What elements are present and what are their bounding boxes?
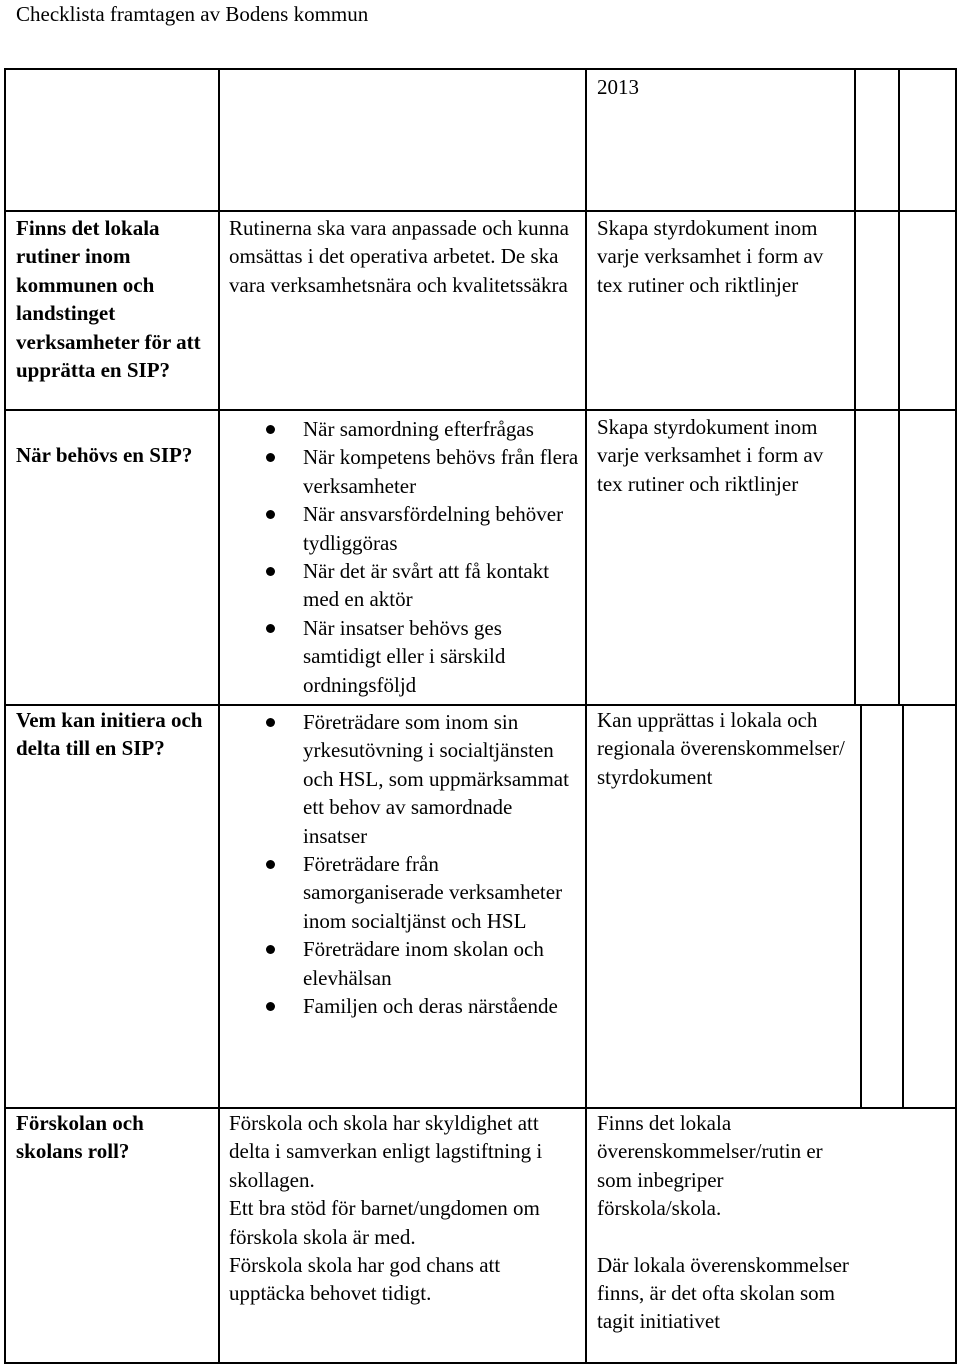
who-list xyxy=(229,708,579,1020)
list-item: Företrädare från samorganiserade verksamheter inom socialtjänst och HSL xyxy=(229,850,579,935)
list-item: När ansvarsfördelning behöver tydliggöras xyxy=(229,500,579,557)
col-divider-4b xyxy=(902,705,904,1108)
school-description xyxy=(229,1109,574,1308)
table-right-border xyxy=(955,68,957,1364)
col-divider-4 xyxy=(898,68,900,705)
list-item: När insatser behövs ges samtidigt eller i särskild ordningsföljd xyxy=(229,614,579,699)
list-item: Företrädare inom skolan och elevhälsan xyxy=(229,935,579,992)
year-label: 2013 xyxy=(597,75,639,99)
question-who: Vem kan initiera och delta till en SIP? xyxy=(16,708,203,761)
action-routines: Skapa styrdokument inom varje verksamhet i form av tex rutiner och riktlinjer xyxy=(597,216,824,297)
list-item: Företrädare som inom sin yrkesutövning i socialtjänsten och HSL, som uppmärksammat ett behov av samordnade insatser xyxy=(229,708,579,850)
list-item: När kompetens behövs från flera verksamheter xyxy=(229,443,579,500)
list-item: När det är svårt att få kontakt med en aktör xyxy=(229,557,579,614)
school-paragraph-2: Ett bra stöd för barnet/ungdomen om förskola skola är med. xyxy=(229,1196,540,1249)
table-bottom-border xyxy=(4,1362,957,1364)
school-paragraph-3: Förskola skola har god chans att upptäcka behovet tidigt. xyxy=(229,1253,501,1306)
who-list-cell xyxy=(229,708,579,1020)
action-school xyxy=(597,1109,852,1336)
page-header: Checklista framtagen av Bodens kommun xyxy=(16,2,369,26)
when-list-cell xyxy=(229,415,579,699)
when-list xyxy=(229,415,579,699)
routines-description: Rutinerna ska vara anpassade och kunna omsättas i det operativa arbetet. De ska vara verksamhetsnära och kvalitetssäkra xyxy=(229,216,569,297)
table-left-border xyxy=(4,68,6,1364)
header-row-divider xyxy=(4,210,957,212)
school-paragraph-1: Förskola och skola har skyldighet att delta i samverkan enligt lagstiftning i skollagen. xyxy=(229,1111,543,1192)
list-item: När samordning efterfrågas xyxy=(229,415,579,443)
question-routines: Finns det lokala rutiner inom kommunen och landstinget verksamheter för att upprätta en SIP? xyxy=(16,216,201,383)
action-school-paragraph-1: Finns det lokala överenskommelser/rutin er som inbegriper förskola/skola. xyxy=(597,1111,823,1221)
col-divider-3 xyxy=(854,68,856,705)
action-school-paragraph-2: Där lokala överenskommelser finns, är det ofta skolan som tagit initiativet xyxy=(597,1252,849,1334)
list-item: Familjen och deras närstående xyxy=(229,992,579,1020)
question-school: Förskolan och skolans roll? xyxy=(16,1111,144,1164)
action-who: Kan upprättas i lokala och regionala överenskommelser/ styrdokument xyxy=(597,708,845,789)
col-divider-1 xyxy=(218,68,220,1364)
col-divider-2 xyxy=(585,68,587,1364)
table-top-border xyxy=(4,68,957,70)
row-divider-1 xyxy=(4,409,957,411)
action-when: Skapa styrdokument inom varje verksamhet i form av tex rutiner och riktlinjer xyxy=(597,415,824,496)
question-when: När behövs en SIP? xyxy=(16,443,193,467)
col-divider-3b xyxy=(860,705,862,1108)
